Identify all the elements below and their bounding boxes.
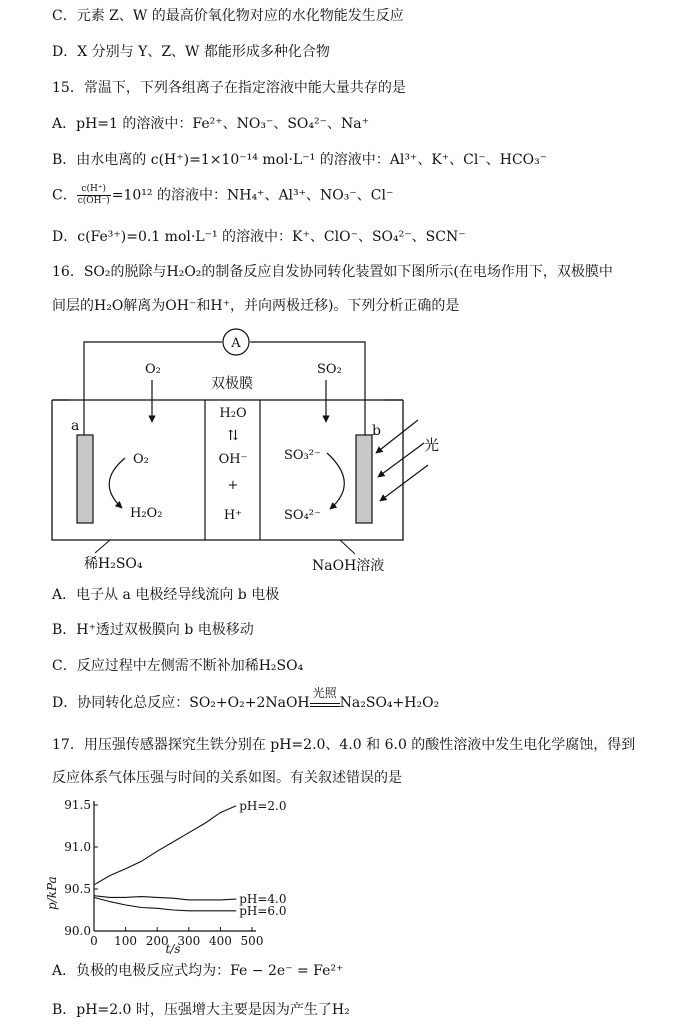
- y-tick-label: 90.0: [64, 924, 91, 938]
- right-solution-label: NaOH溶液: [312, 558, 385, 574]
- q16-option-b: B．H⁺透过双极膜向 b 电极移动: [52, 622, 254, 638]
- q17-stem-line1: 17．用压强传感器探究生铁分别在 pH=2.0、4.0 和 6.0 的酸性溶液中发生电化学腐蚀，得到: [52, 737, 636, 753]
- fraction-denominator: c(OH⁻): [77, 196, 110, 206]
- x-tick-label: 200: [145, 934, 169, 948]
- membrane-oh-label: OH⁻: [218, 452, 248, 467]
- series-line: [94, 896, 236, 900]
- right-solution-pointer: [340, 540, 355, 554]
- q15-option-b-prefix: B．由水电离的 c(H⁺)=1×10⁻¹⁴ mol·L⁻¹ 的溶液中：: [52, 152, 390, 168]
- x-tick-label: 0: [90, 934, 98, 948]
- left-h2o2-label: H₂O₂: [130, 506, 163, 521]
- reaction-condition: [310, 686, 340, 707]
- q16-option-a: A．电子从 a 电极经导线流向 b 电极: [52, 587, 280, 603]
- electrolysis-diagram: [40, 325, 460, 580]
- membrane-plus: +: [227, 478, 239, 493]
- q15-option-b-ions: Al³⁺、K⁺、Cl⁻、HCO₃⁻: [389, 152, 548, 168]
- membrane-label: 双极膜: [211, 376, 253, 392]
- fraction-numerator: c(H⁺): [77, 184, 111, 196]
- left-solution-pointer: [95, 540, 110, 553]
- q15-option-a: [52, 114, 369, 134]
- x-tick-label: 400: [208, 934, 232, 948]
- electrode-b-label: b: [372, 423, 381, 439]
- q17-option-b: B．pH=2.0 时，压强增大主要是因为产生了H₂: [52, 1002, 350, 1018]
- membrane-h-label: H⁺: [223, 508, 243, 523]
- so2-inlet-label: SO₂: [317, 362, 342, 377]
- electrode-a: [77, 435, 93, 523]
- q15-option-c-prefix: C．: [52, 187, 77, 204]
- left-solution-label: 稀H₂SO₄: [84, 556, 143, 572]
- y-tick-label: 90.5: [64, 882, 91, 896]
- q14-option-d: D．X 分别与 Y、Z、W 都能形成多种化合物: [52, 44, 330, 60]
- series-label: pH=4.0: [239, 892, 287, 907]
- x-tick-label: 500: [240, 934, 264, 948]
- electrode-a-label: a: [71, 418, 80, 434]
- q16-option-c: C．反应过程中左侧需不断补加稀H₂SO₄: [52, 658, 304, 674]
- q15-option-d: D．c(Fe³⁺)=0.1 mol·L⁻¹ 的溶液中：K⁺、ClO⁻、SO₄²⁻、SCN⁻: [52, 229, 466, 245]
- left-o2-label: O₂: [133, 452, 149, 467]
- pressure-time-chart: [40, 795, 300, 955]
- q16-stem-line1: 16．SO₂的脱除与H₂O₂的制备反应自发协同转化装置如下图所示(在电场作用下，双极膜中: [52, 264, 613, 280]
- q15-option-a-prefix: A．pH=1 的溶液中：: [52, 116, 193, 132]
- q15-stem: 15．常温下，下列各组离子在指定溶液中能大量共存的是: [52, 80, 406, 96]
- q15-option-c-fraction: [77, 184, 111, 207]
- light-ray: [376, 420, 418, 453]
- q16-option-d-suffix: Na₂SO₄+H₂O₂: [339, 695, 440, 711]
- q15-option-b: [52, 150, 547, 170]
- q16-option-d: [52, 686, 440, 713]
- double-line-icon: [310, 703, 340, 707]
- q16-stem-line2: 间层的H₂O解离为OH⁻和H⁺，并向两极迁移)。下列分析正确的是: [52, 298, 460, 314]
- series-label: pH=6.0: [239, 903, 287, 918]
- external-wire: [84, 342, 222, 423]
- o2-inlet-label: O₂: [145, 362, 161, 377]
- ammeter-label: A: [231, 336, 241, 351]
- series-line: [94, 806, 236, 885]
- y-tick-label: 91.0: [64, 840, 91, 854]
- light-label: 光: [424, 436, 440, 454]
- dissociation-arrow-icon: ⇅: [227, 428, 239, 444]
- electrode-b: [356, 435, 372, 523]
- series-label: pH=2.0: [239, 798, 287, 813]
- membrane-h2o-label: H₂O: [219, 406, 247, 421]
- x-tick-label: 100: [114, 934, 138, 948]
- q17-option-a: A．负极的电极反应式均为：Fe − 2e⁻ = Fe²⁺: [52, 963, 344, 979]
- right-so4-label: SO₄²⁻: [284, 508, 321, 523]
- y-axis-label: p/kPa: [45, 876, 59, 910]
- q16-option-d-prefix: D．协同转化总反应：SO₂+O₂+2NaOH: [52, 695, 310, 711]
- right-reaction-arrow: [327, 453, 344, 509]
- left-reaction-arrow: [109, 458, 125, 508]
- light-ray: [378, 443, 424, 477]
- q15-option-a-ions: Fe²⁺、NO₃⁻、SO₄²⁻、Na⁺: [192, 116, 370, 132]
- reaction-condition-label: 光照: [312, 686, 337, 700]
- right-so3-label: SO₃²⁻: [284, 448, 321, 463]
- external-wire-right: [250, 342, 365, 423]
- x-tick-label: 300: [177, 934, 201, 948]
- q14-option-c: C．元素 Z、W 的最高价氧化物对应的水化物能发生反应: [52, 8, 404, 24]
- q15-option-c-rest: =10¹² 的溶液中：NH₄⁺、Al³⁺、NO₃⁻、Cl⁻: [111, 187, 394, 204]
- q15-option-c: [52, 184, 393, 207]
- q17-stem-line2: 反应体系气体压强与时间的关系如图。有关叙述错误的是: [52, 770, 402, 786]
- x-axis-label: t/s: [165, 942, 181, 955]
- y-tick-label: 91.5: [64, 798, 91, 812]
